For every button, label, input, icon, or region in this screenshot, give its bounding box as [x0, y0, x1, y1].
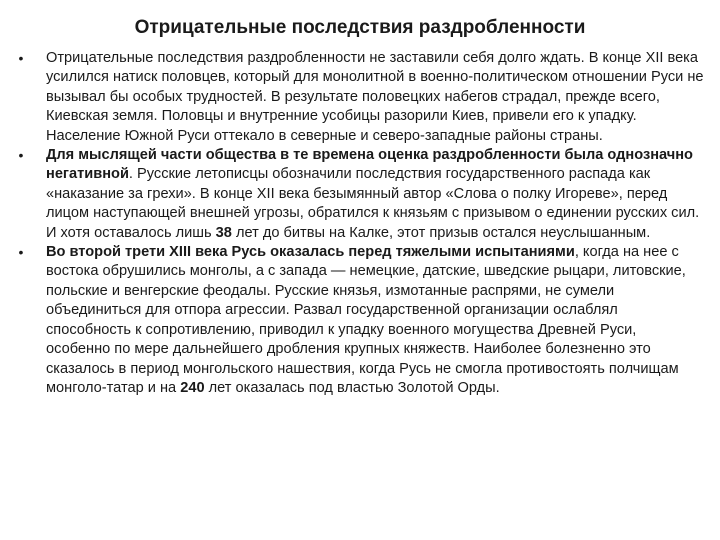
bullet-text — [46, 147, 699, 241]
bullet-item — [14, 49, 704, 146]
bullet-number: 38 — [215, 224, 232, 241]
bullet-body-end: лет до битвы на Калке, этот призыв остался неуслышанным. — [231, 224, 651, 241]
bullet-marker-icon: • — [18, 50, 24, 66]
bullet-body: . Русские летописцы обозначили последствия государственного распада как «наказание за грехи». В конце XII века безымянный автор «Слова о полку Игореве», перед лицом наступающей внешней угрозы, обратился к князьям с призывом о единении русских сил. И хотя оставалось лишь — [46, 166, 700, 241]
bullet-body-end: лет оказалась под властью Золотой Орды. — [204, 379, 500, 396]
bullet-lead: Во второй трети XIII века Русь оказалась перед тяжелыми испытаниями — [46, 244, 575, 261]
bullet-body: раздробленности не заставили себя долго ждать. В конце XII века усилился натиск половцев, который для монолитной в военно-политическом отношении Руси не вызывал бы особых трудностей. В результате половецких набегов страдал, прежде всего, Киевская земля. Половцы и внутренние усобицы разорили Киев, привели его к упадку. Население Южной Руси оттекало в северные и северо-западные районы страны. — [46, 50, 704, 144]
slide-title: Отрицательные последствия раздробленности — [134, 17, 586, 38]
bullet-body: , когда на нее с востока обрушились монголы, а с запада — немецкие, датские, шведские рыцари, литовские, польские и венгерские феодалы. Русские князья, измотанные распрями, не сумели объединиться для отпора агрессии. Развал государственной организации ослаблял способность к сопротивлению, приводил к упадку военного могущества Древней Руси, особенно по мере дальнейшего дробления крупных княжеств. Наиболее болезненно это сказалось в период монгольского нашествия, когда Русь не смогла противостоять полчищам монголо-татар и на — [46, 244, 686, 396]
bullet-text — [46, 244, 686, 396]
bullet-text — [46, 50, 704, 144]
bullet-lead: Для мыслящей части общества в те времена оценка раздробленности была однозначно негативной — [46, 147, 693, 183]
bullet-lead: Отрицательные последствия — [46, 50, 244, 66]
bullet-item — [14, 243, 704, 398]
bullet-marker-icon: • — [18, 147, 24, 164]
bullet-number: 240 — [180, 379, 205, 396]
bullet-item — [14, 146, 704, 243]
bullet-marker-icon: • — [18, 244, 24, 261]
bullet-list — [14, 49, 704, 398]
